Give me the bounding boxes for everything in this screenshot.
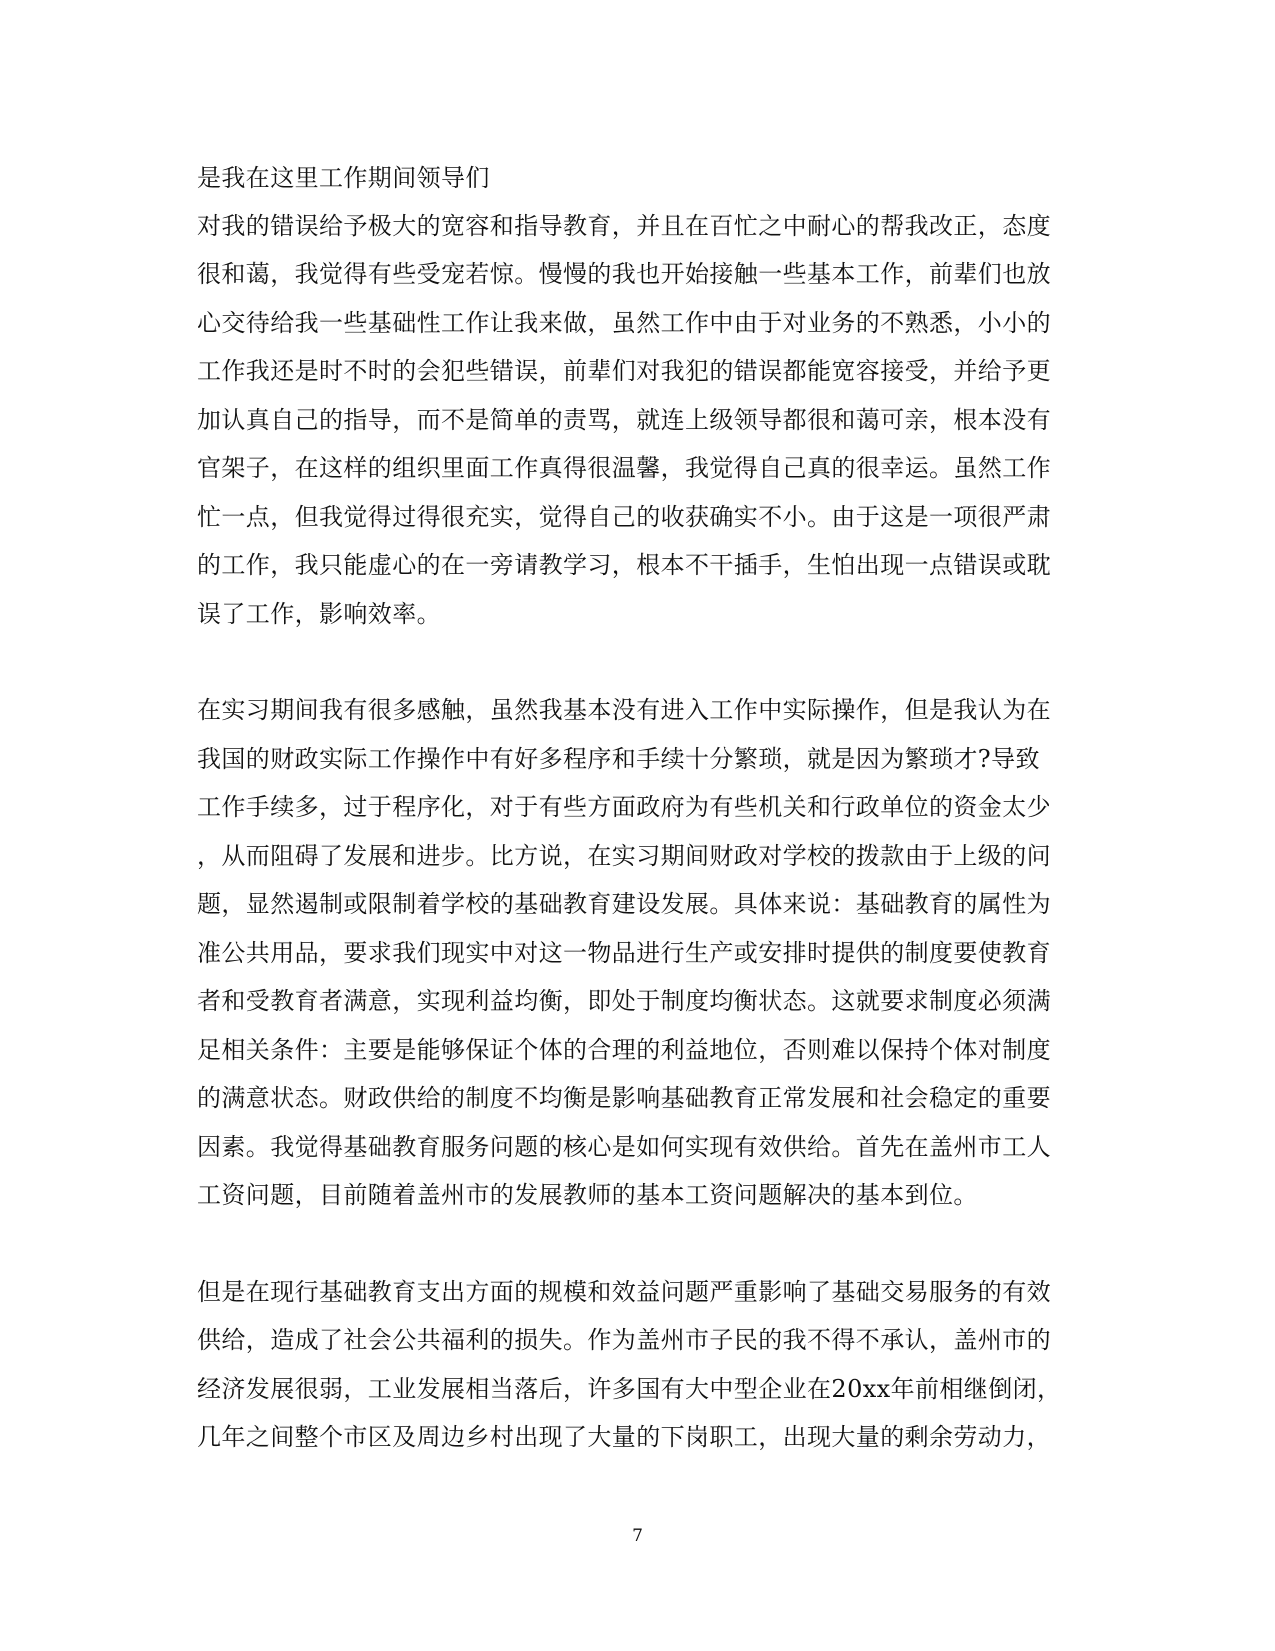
- text-line: 工作我还是时不时的会犯些错误，前辈们对我犯的错误都能宽容接受，并给予更: [197, 357, 1051, 385]
- text-line: 误了工作，影响效率。: [197, 600, 441, 628]
- text-line: ，从而阻碍了发展和进步。比方说，在实习期间财政对学校的拨款由于上级的问: [197, 842, 1051, 870]
- text-line: 的满意状态。财政供给的制度不均衡是影响基础教育正常发展和社会稳定的重要: [197, 1084, 1051, 1112]
- text-line: 因素。我觉得基础教育服务问题的核心是如何实现有效供给。首先在盖州市工人: [197, 1133, 1051, 1161]
- text-line: 者和受教育者满意，实现利益均衡，即处于制度均衡状态。这就要求制度必须满: [197, 987, 1051, 1015]
- text-line: 官架子，在这样的组织里面工作真得很温馨，我觉得自己真的很幸运。虽然工作: [197, 454, 1051, 482]
- text-line: 供给，造成了社会公共福利的损失。作为盖州市子民的我不得不承认，盖州市的: [197, 1326, 1051, 1354]
- page-number: 7: [632, 1526, 643, 1546]
- text-line: 准公共用品，要求我们现实中对这一物品进行生产或安排时提供的制度要使教育: [197, 939, 1051, 967]
- text-line: 加认真自己的指导，而不是简单的责骂，就连上级领导都很和蔼可亲，根本没有: [197, 406, 1051, 434]
- text-line: 工资问题，目前随着盖州市的发展教师的基本工资问题解决的基本到位。: [197, 1181, 978, 1209]
- text-line: 是我在这里工作期间领导们: [197, 164, 490, 192]
- text-line: 很和蔼，我觉得有些受宠若惊。慢慢的我也开始接触一些基本工作，前辈们也放: [197, 260, 1051, 288]
- text-line: 我国的财政实际工作操作中有好多程序和手续十分繁琐，就是因为繁琐才?导致: [197, 745, 1040, 773]
- text-line: 的工作，我只能虚心的在一旁请教学习，根本不干插手，生怕出现一点错误或耽: [197, 551, 1051, 579]
- text-line: 但是在现行基础教育支出方面的规模和效益问题严重影响了基础交易服务的有效: [197, 1278, 1051, 1306]
- text-line: 题，显然遏制或限制着学校的基础教育建设发展。具体来说：基础教育的属性为: [197, 890, 1051, 918]
- text-line: 对我的错误给予极大的宽容和指导教育，并且在百忙之中耐心的帮我改正，态度: [197, 212, 1051, 240]
- text-line: 足相关条件：主要是能够保证个体的合理的利益地位，否则难以保持个体对制度: [197, 1036, 1051, 1064]
- text-line: 在实习期间我有很多感触，虽然我基本没有进入工作中实际操作，但是我认为在: [197, 696, 1051, 724]
- text-line: 忙一点，但我觉得过得很充实，觉得自己的收获确实不小。由于这是一项很严肃: [197, 503, 1051, 531]
- text-line: 经济发展很弱，工业发展相当落后，许多国有大中型企业在20xx年前相继倒闭，: [197, 1375, 1062, 1403]
- text-line: 心交待给我一些基础性工作让我来做，虽然工作中由于对业务的不熟悉，小小的: [197, 309, 1051, 337]
- text-line: 工作手续多，过于程序化，对于有些方面政府为有些机关和行政单位的资金太少: [197, 793, 1051, 821]
- text-line: 几年之间整个市区及周边乡村出现了大量的下岗职工，出现大量的剩余劳动力，: [197, 1423, 1051, 1451]
